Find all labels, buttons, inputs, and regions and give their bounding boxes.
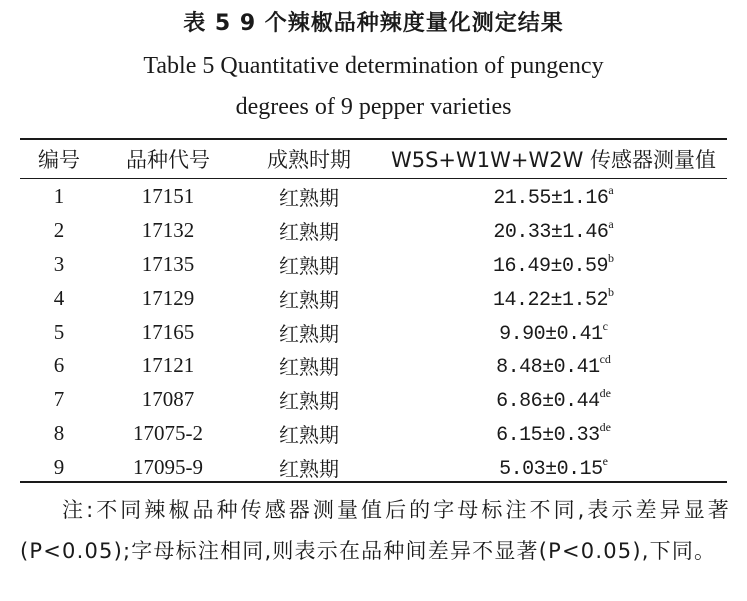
significance-letter: cd: [599, 352, 611, 367]
table-row: [20, 383, 727, 417]
table-title-chinese: 表 5 9 个辣椒品种辣度量化测定结果: [183, 11, 564, 36]
sensor-value: 16.49±0.59: [492, 254, 609, 278]
sensor-value-cell: [380, 383, 727, 417]
maturity-stage: 红熟期: [279, 220, 339, 245]
variety-code: 17129: [141, 285, 195, 310]
sensor-value: 6.86±0.44: [496, 390, 600, 414]
sensor-value: 14.22±1.52: [492, 288, 609, 312]
header-variety-code: 品种代号: [126, 147, 210, 172]
table-row: [20, 248, 727, 282]
significance-letter: a: [608, 183, 614, 198]
sensor-value: 21.55±1.16: [493, 187, 609, 211]
sensor-value-cell: [380, 214, 727, 248]
variety-code: 17135: [141, 251, 195, 276]
variety-code: 17075-2: [133, 420, 203, 445]
sensor-value: 20.33±1.46: [493, 221, 609, 245]
sensor-value-cell: [380, 315, 727, 349]
sensor-value-cell: [380, 450, 727, 484]
sensor-value: 9.90±0.41: [499, 322, 603, 346]
significance-letter: b: [608, 284, 615, 299]
sensor-value-cell: [380, 180, 727, 214]
significance-letter: e: [602, 453, 608, 468]
table-bottom-rule: [20, 481, 727, 483]
variety-code: 17095-9: [133, 454, 203, 479]
table-row: [20, 281, 727, 315]
maturity-stage: 红熟期: [279, 287, 339, 312]
significance-letter: b: [608, 250, 615, 265]
maturity-stage: 红熟期: [279, 456, 339, 481]
sensor-value-cell: [380, 281, 727, 315]
table-body: [20, 180, 727, 484]
row-number: 5: [53, 319, 65, 344]
row-number: 9: [53, 454, 65, 479]
table-header-rule: [20, 178, 727, 179]
maturity-stage: 红熟期: [279, 186, 339, 211]
significance-letter: de: [599, 386, 611, 401]
sensor-value-cell: [380, 248, 727, 282]
significance-letter: a: [608, 217, 614, 232]
sensor-value: 5.03±0.15: [499, 457, 603, 481]
row-number: 8: [53, 420, 65, 445]
significance-letter: c: [602, 318, 608, 333]
header-number: 编号: [38, 147, 80, 172]
maturity-stage: 红熟期: [279, 321, 339, 346]
table-row: [20, 214, 727, 248]
variety-code: 17087: [141, 387, 195, 412]
table-title-english-line-1: Table 5 Quantitative determination of pungency: [143, 53, 604, 79]
header-maturity-stage: 成熟时期: [267, 147, 351, 172]
sensor-value-cell: [380, 417, 727, 451]
table-row: [20, 417, 727, 451]
variety-code: 17165: [141, 319, 195, 344]
header-sensor-value: W5S+W1W+W2W 传感器测量值: [390, 147, 717, 172]
sensor-value: 6.15±0.33: [496, 423, 600, 447]
significance-letter: de: [599, 419, 611, 434]
table-title-english-line-2: degrees of 9 pepper varieties: [235, 94, 512, 120]
table-row: [20, 349, 727, 383]
header-row: [20, 140, 727, 177]
variety-code: 17121: [141, 353, 195, 378]
table-footnote: 注:不同辣椒品种传感器测量值后的字母标注不同,表示差异显著(P<0.05);字母标注相同,则表示在品种间差异不显著(P<0.05),下同。: [20, 498, 730, 563]
maturity-stage: 红熟期: [279, 355, 339, 380]
row-number: 7: [53, 387, 65, 412]
sensor-value: 8.48±0.41: [496, 356, 600, 380]
table-row: [20, 180, 727, 214]
row-number: 3: [53, 251, 65, 276]
row-number: 1: [53, 184, 65, 209]
table-header: [20, 140, 727, 177]
table-row: [20, 450, 727, 484]
row-number: 6: [53, 353, 65, 378]
variety-code: 17151: [141, 184, 195, 209]
variety-code: 17132: [141, 218, 195, 243]
table-row: [20, 315, 727, 349]
sensor-value-cell: [380, 349, 727, 383]
maturity-stage: 红熟期: [279, 422, 339, 447]
row-number: 2: [53, 218, 65, 243]
maturity-stage: 红熟期: [279, 389, 339, 414]
maturity-stage: 红熟期: [279, 253, 339, 278]
row-number: 4: [53, 285, 65, 310]
